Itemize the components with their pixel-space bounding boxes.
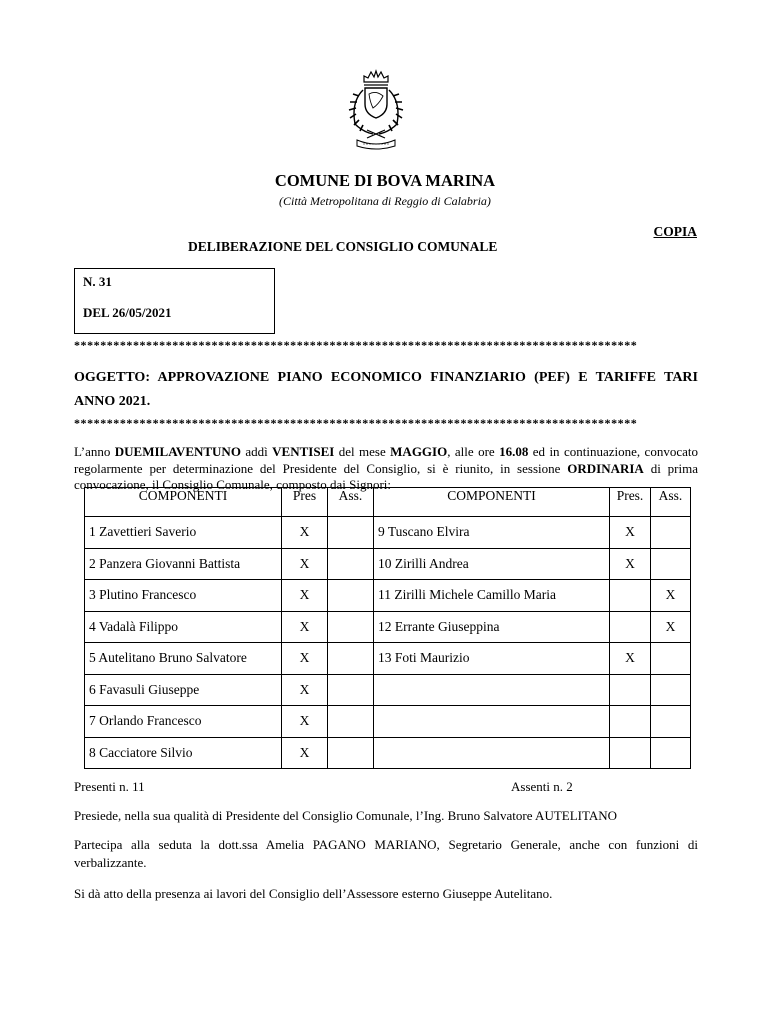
present-mark: X: [282, 737, 328, 769]
column-header: Pres.: [610, 488, 651, 517]
table-header-row: [85, 488, 691, 517]
present-mark: X: [282, 643, 328, 675]
absent-mark: [328, 706, 374, 738]
absent-mark: [328, 517, 374, 549]
municipality-subtitle: (Città Metropolitana di Reggio di Calabria): [279, 194, 491, 208]
intro-paragraph: L’anno DUEMILAVENTUNO addì VENTISEI del mese MAGGIO, alle ore 16.08 ed in continuazione, convocato regolarmente per determinazione del Presidente del Consiglio, si è riunito, in sessione ORDINARIA di prima convocazione, il Consiglio Comunale, composto dai Signori:: [74, 444, 699, 492]
absent-mark: [651, 517, 691, 549]
present-mark: X: [282, 706, 328, 738]
absent-mark: [328, 580, 374, 612]
member-name: [374, 737, 610, 769]
separator-line: **************************************************************************************: [74, 417, 638, 429]
present-mark: [610, 580, 651, 612]
column-header: Pres: [282, 488, 328, 517]
absent-mark: [651, 706, 691, 738]
absent-mark: [328, 548, 374, 580]
table-row: [85, 548, 691, 580]
present-mark: [610, 674, 651, 706]
member-name: 8 Cacciatore Silvio: [85, 737, 282, 769]
present-mark: X: [282, 517, 328, 549]
absent-count: Assenti n. 2: [511, 779, 573, 794]
member-name: 12 Errante Giuseppina: [374, 611, 610, 643]
member-name: 4 Vadalà Filippo: [85, 611, 282, 643]
member-name: 11 Zirilli Michele Camillo Maria: [374, 580, 610, 612]
present-mark: X: [282, 548, 328, 580]
president-paragraph: Presiede, nella sua qualità di Presidente del Consiglio Comunale, l’Ing. Bruno Salvatore AUTELITANO: [74, 808, 618, 823]
member-name: 6 Favasuli Giuseppe: [85, 674, 282, 706]
table-row: [85, 611, 691, 643]
member-name: [374, 706, 610, 738]
table-row: [85, 737, 691, 769]
absent-mark: [328, 737, 374, 769]
absent-mark: [328, 674, 374, 706]
table-row: [85, 643, 691, 675]
absent-mark: [328, 611, 374, 643]
present-mark: X: [610, 643, 651, 675]
member-name: 2 Panzera Giovanni Battista: [85, 548, 282, 580]
deliberation-number: N. 31: [83, 274, 112, 289]
assessor-paragraph: Si dà atto della presenza ai lavori del Consiglio dell’Assessore esterno Giuseppe Autelitano.: [74, 886, 553, 901]
member-name: 1 Zavettieri Saverio: [85, 517, 282, 549]
table-row: [85, 517, 691, 549]
column-header: COMPONENTI: [374, 488, 610, 517]
subject-heading: OGGETTO: APPROVAZIONE PIANO ECONOMICO FINANZIARIO (PEF) E TARIFFE TARI ANNO 2021.: [74, 370, 698, 409]
council-members-table: [84, 487, 691, 769]
table-row: [85, 580, 691, 612]
absent-mark: X: [651, 580, 691, 612]
present-mark: X: [610, 517, 651, 549]
absent-mark: [328, 643, 374, 675]
secretary-paragraph: Partecipa alla seduta la dott.ssa Amelia PAGANO MARIANO, Segretario Generale, anche con funzioni di verbalizzante.: [74, 837, 698, 870]
absent-mark: [651, 643, 691, 675]
present-mark: X: [610, 548, 651, 580]
present-mark: [610, 737, 651, 769]
member-name: 3 Plutino Francesco: [85, 580, 282, 612]
deliberation-date: DEL 26/05/2021: [83, 305, 172, 320]
present-mark: [610, 706, 651, 738]
present-mark: [610, 611, 651, 643]
municipality-title: COMUNE DI BOVA MARINA: [274, 171, 496, 190]
present-mark: X: [282, 611, 328, 643]
member-name: 13 Foti Maurizio: [374, 643, 610, 675]
present-count: Presenti n. 11: [74, 779, 145, 794]
member-name: 7 Orlando Francesco: [85, 706, 282, 738]
table-row: [85, 706, 691, 738]
copy-label: COPIA: [653, 224, 697, 239]
absent-mark: X: [651, 611, 691, 643]
absent-mark: [651, 737, 691, 769]
column-header: COMPONENTI: [85, 488, 282, 517]
column-header: Ass.: [328, 488, 374, 517]
member-name: [374, 674, 610, 706]
present-mark: X: [282, 580, 328, 612]
deliberation-heading: DELIBERAZIONE DEL CONSIGLIO COMUNALE: [188, 239, 498, 254]
municipal-crest-logo: [343, 68, 409, 152]
member-name: 9 Tuscano Elvira: [374, 517, 610, 549]
column-header: Ass.: [651, 488, 691, 517]
absent-mark: [651, 674, 691, 706]
separator-line: **************************************************************************************: [74, 339, 638, 351]
absent-mark: [651, 548, 691, 580]
member-name: 10 Zirilli Andrea: [374, 548, 610, 580]
member-name: 5 Autelitano Bruno Salvatore: [85, 643, 282, 675]
deliberation-number-box: [74, 268, 275, 334]
table-row: [85, 674, 691, 706]
present-mark: X: [282, 674, 328, 706]
